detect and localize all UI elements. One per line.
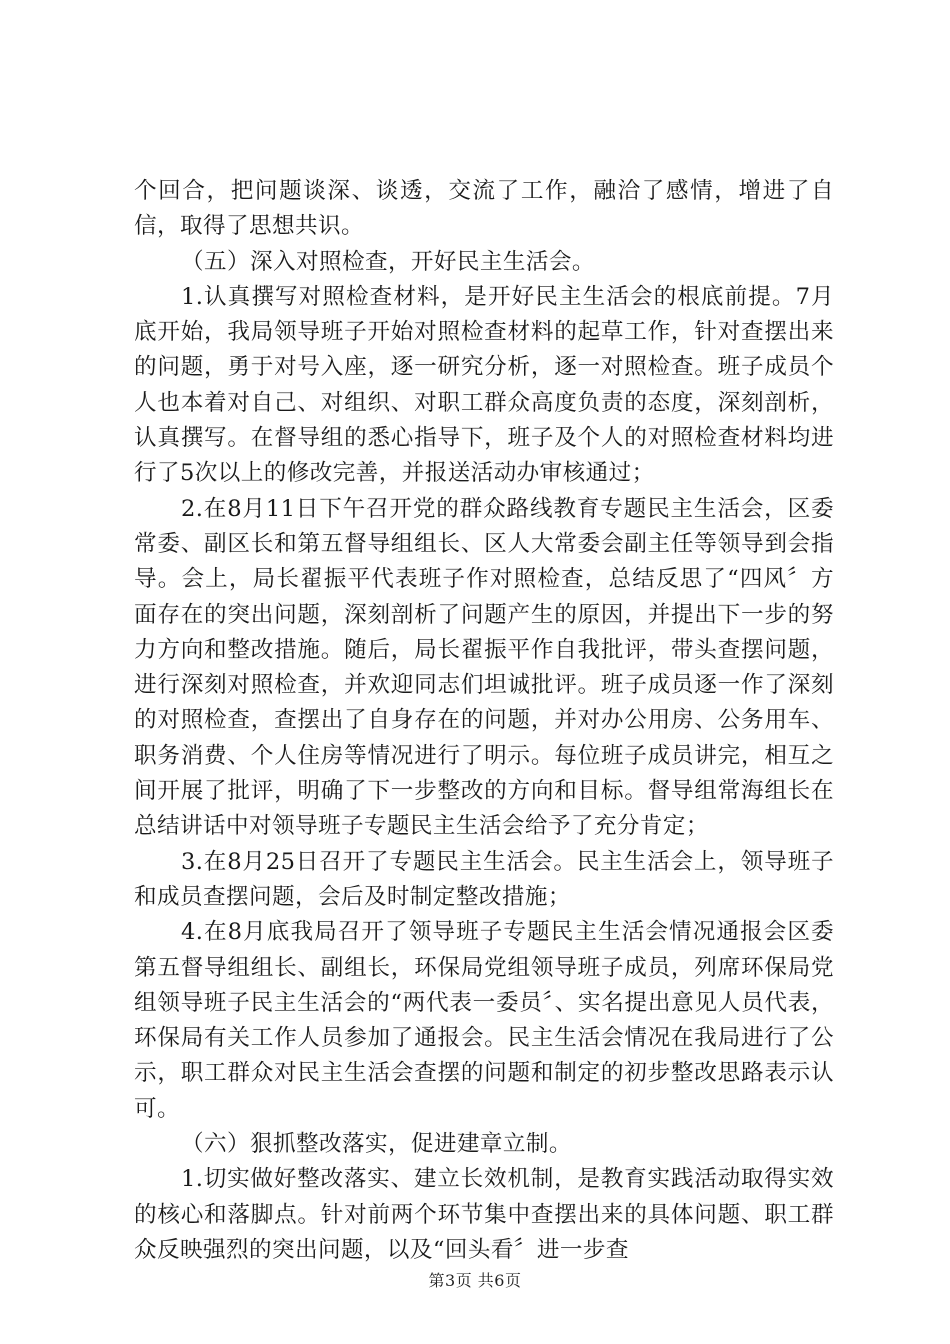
paragraph-item-2: 2.在8月11日下午召开党的群众路线教育专题民主生活会，区委常委、副区长和第五督导组组长、区人大常委会副主任等领导到会指导。会上，局长翟振平代表班子作对照检查，总结反思了“四风〞方面存在的突出问题，深刻剖析了问题产生的原因，并提出下一步的努力方向和整改措施。随后，局长翟振平作自我批评，带头查摆问题，进行深刻对照检查，并欢迎同志们坦诚批评。班子成员逐一作了深刻的对照检查，查摆出了自身存在的问题，并对办公用房、公务用车、职务消费、个人住房等情况进行了明示。每位班子成员讲完，相互之间开展了批评，明确了下一步整改的方向和目标。督导组常海组长在总结讲话中对领导班子专题民主生活会给予了充分肯定； xyxy=(134,495,834,840)
paragraph-continuation: 个回合，把问题谈深、谈透，交流了工作，融洽了感情，增进了自信，取得了思想共识。 xyxy=(134,178,834,240)
paragraph-item-1-section-six: 1.切实做好整改落实、建立长效机制，是教育实践活动取得实效的核心和落脚点。针对前两个环节集中查摆出来的具体问题、职工群众反映强烈的突出问题，以及“回头看〞进一步查 xyxy=(134,1166,834,1263)
paragraph-item-1: 1.认真撰写对照检查材料，是开好民主生活会的根底前提。7月底开始，我局领导班子开始对照检查材料的起草工作，针对查摆出来的问题，勇于对号入座，逐一研究分析，逐一对照检查。班子成员个人也本着对自己、对组织、对职工群众高度负责的态度，深刻剖析，认真撰写。在督导组的悉心指导下，班子及个人的对照检查材料均进行了5次以上的修改完善，并报送活动办审核通过； xyxy=(134,283,834,487)
paragraph-item-3: 3.在8月25日召开了专题民主生活会。民主生活会上，领导班子和成员查摆问题，会后及时制定整改措施； xyxy=(134,848,834,910)
section-heading-six: （六）狠抓整改落实，促进建章立制。 xyxy=(181,1131,572,1158)
page-footer: 第3页 共6页 xyxy=(428,1271,522,1290)
section-heading-five: （五）深入对照检查，开好民主生活会。 xyxy=(181,248,595,275)
document-body xyxy=(134,174,834,1268)
paragraph-item-4: 4.在8月底我局召开了领导班子专题民主生活会情况通报会区委第五督导组组长、副组长，环保局党组领导班子成员，列席环保局党组领导班子民主生活会的“两代表一委员〞、实名提出意见人员代表，环保局有关工作人员参加了通报会。民主生活会情况在我局进行了公示，职工群众对民主生活会查摆的问题和制定的初步整改思路表示认可。 xyxy=(134,919,834,1122)
